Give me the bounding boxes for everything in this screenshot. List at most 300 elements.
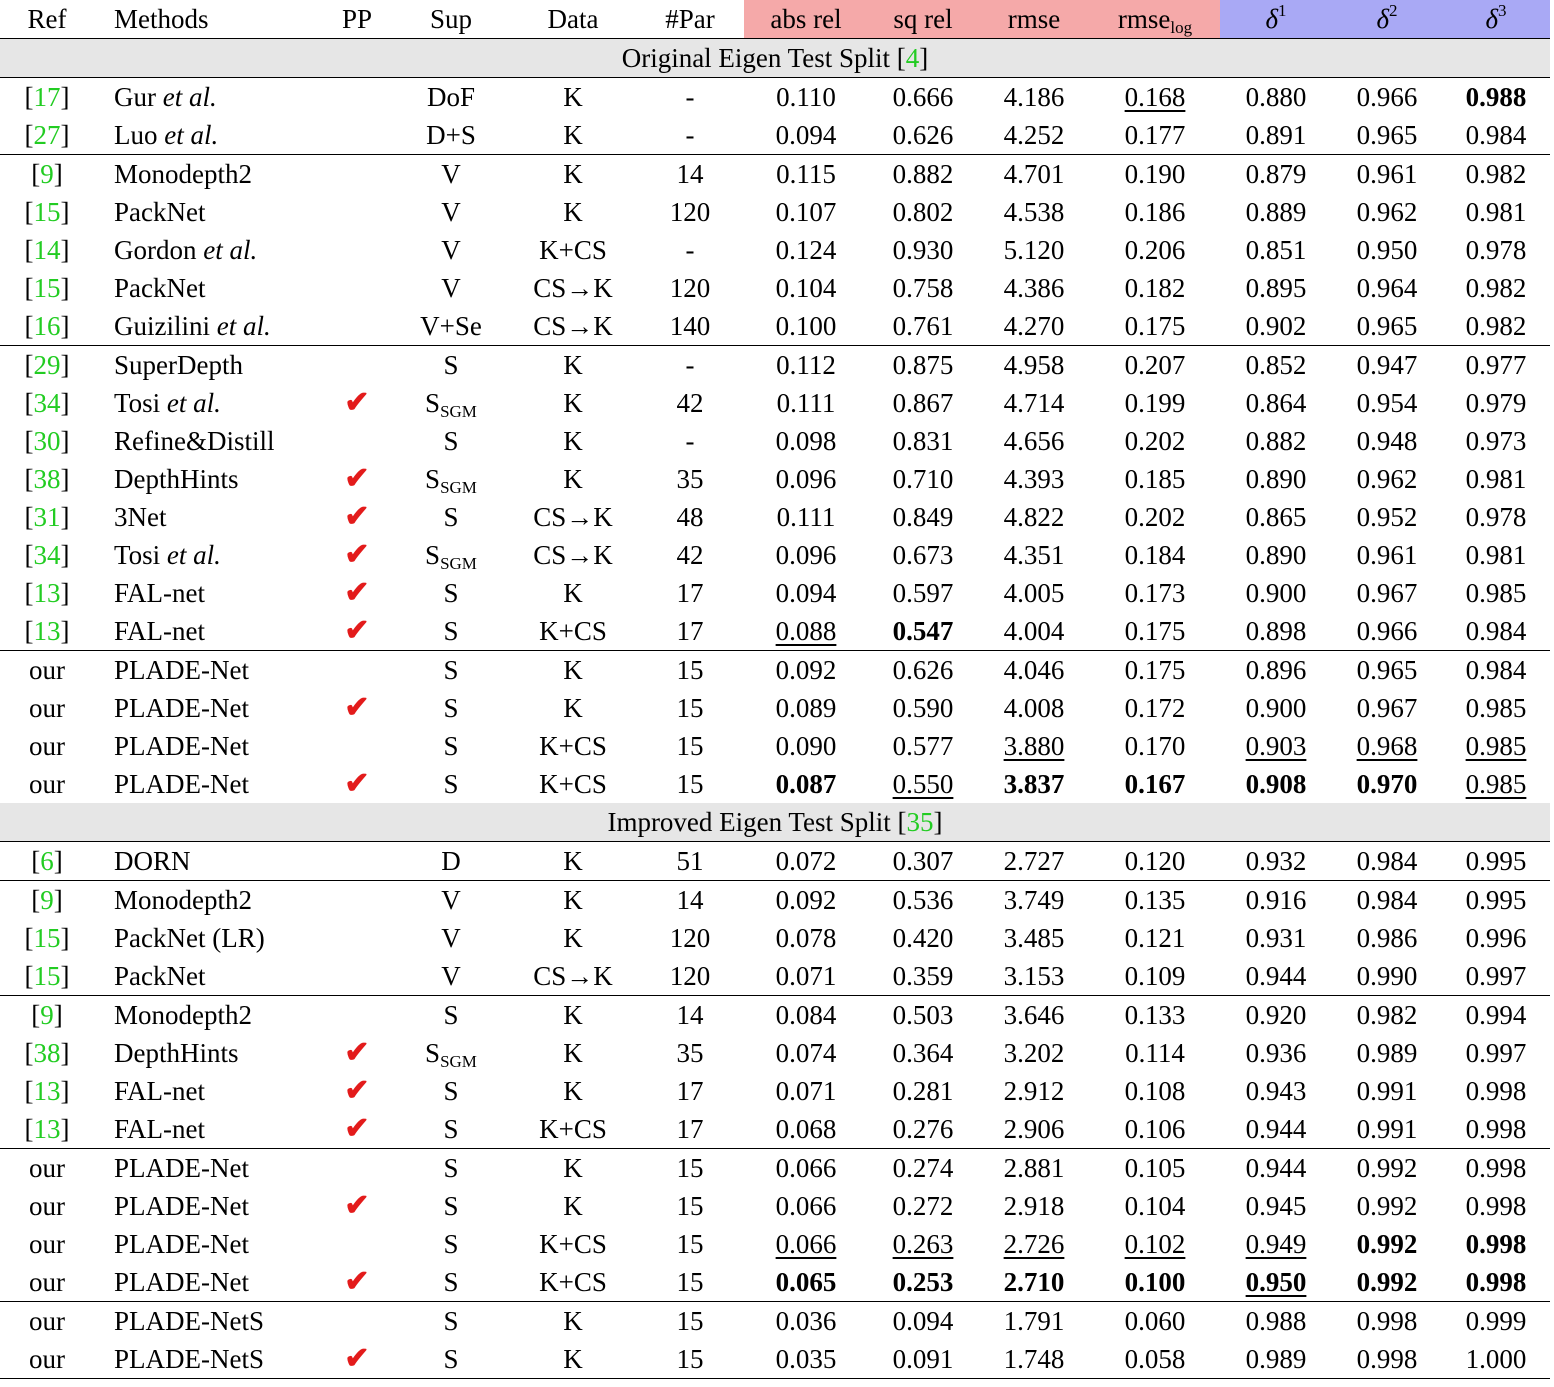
- d3-cell: [1442, 1225, 1550, 1263]
- ref-cell: our: [29, 769, 65, 799]
- d3-cell: [1442, 881, 1550, 920]
- sq-rel-value: 0.673: [892, 540, 954, 570]
- table-row: [0, 193, 1550, 231]
- sup-cell: [392, 1263, 510, 1302]
- rmse-log-cell: [1090, 384, 1220, 422]
- pp-cell: [322, 842, 392, 881]
- rmse-cell: [978, 651, 1090, 690]
- rmse-log-value: 0.102: [1124, 1229, 1186, 1259]
- rmse-value: 4.701: [1003, 159, 1065, 189]
- ref-bracket-open: [: [24, 1114, 34, 1144]
- rmse-cell: [978, 307, 1090, 346]
- header-data: Data: [547, 4, 599, 34]
- d2-cell: [1332, 1263, 1442, 1302]
- sq-rel-cell: [868, 269, 978, 307]
- rmse-log-value: 0.186: [1124, 197, 1186, 227]
- sq-rel-value: 0.577: [892, 731, 954, 761]
- sup-value: V: [441, 159, 461, 189]
- d2-cell: [1332, 1110, 1442, 1149]
- rmse-log-value: 0.199: [1124, 388, 1186, 418]
- rmse-log-cell: [1090, 460, 1220, 498]
- ref-cell: [0, 193, 94, 231]
- method-cell: [94, 155, 322, 194]
- pp-cell: [322, 78, 392, 117]
- d1-cell: [1220, 1034, 1332, 1072]
- d3-cell: [1442, 346, 1550, 385]
- rmse-log-value: 0.108: [1124, 1076, 1186, 1106]
- sup-value: S: [443, 1229, 459, 1259]
- d2-cell: [1332, 919, 1442, 957]
- check-icon: ✔: [344, 462, 370, 495]
- rmse-cell: [978, 1034, 1090, 1072]
- ref-cell: [0, 116, 94, 155]
- abs-rel-value: 0.115: [776, 159, 836, 189]
- method-name: PLADE-Net: [114, 1267, 249, 1297]
- abs-rel-cell: [744, 1110, 868, 1149]
- rmse-value: 4.252: [1003, 120, 1065, 150]
- ref-cell: [0, 1110, 94, 1149]
- pp-cell: [322, 422, 392, 460]
- sq-rel-value: 0.590: [892, 693, 954, 723]
- sq-rel-cell: [868, 1225, 978, 1263]
- par-cell: -: [685, 235, 695, 265]
- header-methods: Methods: [114, 4, 209, 34]
- ref-bracket-close: ]: [60, 923, 70, 953]
- rmse-log-cell: [1090, 269, 1220, 307]
- par-cell: 120: [669, 961, 711, 991]
- abs-rel-cell: [744, 1340, 868, 1379]
- rmse-value: 2.727: [1003, 846, 1065, 876]
- table-row: [0, 651, 1550, 690]
- sup-cell: [392, 460, 510, 498]
- d3-cell: [1442, 612, 1550, 651]
- rmse-log-cell: [1090, 116, 1220, 155]
- d2-value: 0.984: [1356, 885, 1418, 915]
- d2-cell: [1332, 1034, 1442, 1072]
- rmse-value: 3.202: [1003, 1038, 1065, 1068]
- d3-value: 0.998: [1465, 1229, 1527, 1259]
- rmse-log-cell: [1090, 574, 1220, 612]
- abs-rel-cell: [744, 919, 868, 957]
- d2-value: 0.965: [1356, 311, 1418, 341]
- rmse-log-value: 0.104: [1124, 1191, 1186, 1221]
- header-delta1-symbol: δ: [1265, 4, 1279, 34]
- method-name: PackNet (LR): [114, 923, 265, 953]
- d3-cell: [1442, 727, 1550, 765]
- data-cell: K: [563, 1076, 583, 1106]
- method-cell: [94, 1340, 322, 1379]
- data-cell: K: [563, 693, 583, 723]
- rmse-value: 3.749: [1003, 885, 1065, 915]
- ref-number: 16: [33, 311, 61, 341]
- rmse-cell: [978, 1187, 1090, 1225]
- data-cell: K: [510, 155, 636, 194]
- pp-cell: [322, 574, 392, 612]
- d2-value: 0.967: [1356, 693, 1418, 723]
- header-rmse-log: [1090, 0, 1220, 39]
- d2-cell: [1332, 460, 1442, 498]
- d1-cell: [1220, 498, 1332, 536]
- ref-bracket-close: ]: [53, 159, 63, 189]
- method-name: PLADE-NetS: [114, 1344, 264, 1374]
- sup-cell: [392, 919, 510, 957]
- rmse-value: 4.005: [1003, 578, 1065, 608]
- d1-cell: [1220, 651, 1332, 690]
- d2-value: 0.982: [1356, 1000, 1418, 1030]
- rmse-log-cell: [1090, 1187, 1220, 1225]
- sup-value: S: [443, 1114, 459, 1144]
- rmse-value: 3.837: [1003, 769, 1065, 799]
- d2-cell: [1332, 78, 1442, 117]
- sup-cell: [392, 1034, 510, 1072]
- sq-rel-cell: [868, 1072, 978, 1110]
- rmse-value: 2.710: [1003, 1267, 1065, 1297]
- rmse-value: 2.881: [1003, 1153, 1065, 1183]
- sq-rel-cell: [868, 765, 978, 803]
- rmse-log-cell: [1090, 919, 1220, 957]
- rmse-value: 4.004: [1003, 616, 1065, 646]
- d1-cell: [1220, 307, 1332, 346]
- rmse-log-cell: [1090, 651, 1220, 690]
- d2-cell: [1332, 116, 1442, 155]
- sq-rel-value: 0.550: [892, 769, 954, 799]
- table-row: [0, 574, 1550, 612]
- abs-rel-value: 0.110: [776, 82, 836, 112]
- abs-rel-value: 0.100: [775, 311, 837, 341]
- sup-cell: [392, 1187, 510, 1225]
- abs-rel-cell: [744, 881, 868, 920]
- sup-value: DoF: [426, 82, 475, 112]
- d2-value: 0.947: [1356, 350, 1418, 380]
- table-row: [0, 346, 1550, 385]
- pp-cell: [322, 996, 392, 1035]
- ref-number: 9: [40, 885, 54, 915]
- method-cell: [94, 1225, 322, 1263]
- sup-cell: [392, 498, 510, 536]
- table-row: [0, 498, 1550, 536]
- pp-cell: [322, 1302, 392, 1341]
- d2-value: 0.970: [1356, 769, 1418, 799]
- sup-subscript: SGM: [440, 402, 477, 421]
- method-name: Gur: [114, 82, 156, 112]
- sup-value: V: [441, 961, 461, 991]
- data-cell: K: [563, 120, 583, 150]
- ref-cell: [0, 919, 94, 957]
- d2-cell: [1332, 1149, 1442, 1188]
- table-row: [0, 1034, 1550, 1072]
- abs-rel-value: 0.111: [776, 388, 836, 418]
- ref-bracket-close: ]: [60, 197, 70, 227]
- d1-cell: [1220, 1072, 1332, 1110]
- sq-rel-cell: [868, 1110, 978, 1149]
- d2-value: 0.965: [1356, 655, 1418, 685]
- d2-value: 0.984: [1356, 846, 1418, 876]
- ref-cell: our: [0, 651, 94, 690]
- abs-rel-cell: [744, 193, 868, 231]
- rmse-log-value: 0.202: [1124, 426, 1186, 456]
- d1-value: 0.902: [1245, 311, 1307, 341]
- pp-cell: [322, 231, 392, 269]
- sup-cell: [392, 612, 510, 651]
- abs-rel-value: 0.087: [775, 769, 837, 799]
- ref-bracket-close: ]: [60, 616, 70, 646]
- d3-cell: [1442, 1072, 1550, 1110]
- method-name: FAL-net: [114, 616, 205, 646]
- sq-rel-value: 0.758: [892, 273, 954, 303]
- rmse-cell: [978, 346, 1090, 385]
- sup-subscript: SGM: [440, 478, 477, 497]
- pp-cell: [322, 193, 392, 231]
- ref-bracket-close: ]: [60, 1076, 70, 1106]
- rmse-cell: [978, 231, 1090, 269]
- ref-cell: [0, 422, 94, 460]
- d1-cell: [1220, 765, 1332, 803]
- par-cell: 17: [676, 1114, 704, 1144]
- d3-value: 0.973: [1465, 426, 1527, 456]
- section-title-row: [0, 39, 1550, 78]
- sup-value: S: [443, 1191, 459, 1221]
- pp-cell: [322, 765, 392, 803]
- d2-cell: [1332, 881, 1442, 920]
- d2-value: 0.986: [1356, 923, 1418, 953]
- d2-value: 0.991: [1356, 1114, 1418, 1144]
- d3-value: 0.997: [1465, 1038, 1527, 1068]
- method-cell: [94, 269, 322, 307]
- d3-cell: [1442, 78, 1550, 117]
- check-icon: ✔: [344, 386, 370, 419]
- header-pp: PP: [341, 4, 373, 34]
- table-row: [0, 78, 1550, 117]
- pp-cell: [322, 651, 392, 690]
- sq-rel-value: 0.597: [892, 578, 954, 608]
- sup-value: S: [425, 540, 441, 570]
- abs-rel-cell: [744, 384, 868, 422]
- d3-value: 0.985: [1465, 693, 1527, 723]
- ref-cell: our: [29, 693, 65, 723]
- sup-value: S: [443, 1153, 459, 1183]
- ref-cell: our: [29, 731, 65, 761]
- d1-value: 0.936: [1245, 1038, 1307, 1068]
- data-cell: K+CS: [539, 1267, 607, 1297]
- sup-value: S: [443, 1344, 459, 1374]
- ref-cell: our: [29, 1229, 65, 1259]
- par-cell: 35: [676, 464, 704, 494]
- rmse-log-cell: [1090, 193, 1220, 231]
- ref-bracket-open: [: [24, 388, 34, 418]
- d2-cell: [1332, 1187, 1442, 1225]
- par-cell: 42: [676, 388, 704, 418]
- ref-bracket-open: [: [24, 82, 34, 112]
- pp-cell: [322, 1340, 392, 1379]
- data-cell: K: [563, 846, 583, 876]
- method-cell: [94, 1302, 322, 1341]
- rmse-log-value: 0.109: [1124, 961, 1186, 991]
- sq-rel-cell: [868, 307, 978, 346]
- d2-value: 0.989: [1356, 1038, 1418, 1068]
- data-cell: K: [510, 1149, 636, 1188]
- ref-bracket-open: [: [31, 1000, 41, 1030]
- pp-cell: [322, 1110, 392, 1149]
- ref-bracket-close: ]: [53, 846, 63, 876]
- d2-cell: [1332, 996, 1442, 1035]
- sq-rel-value: 0.802: [892, 197, 954, 227]
- rmse-value: 1.791: [1003, 1306, 1065, 1336]
- rmse-cell: [978, 1072, 1090, 1110]
- rmse-log-value: 0.175: [1124, 655, 1186, 685]
- table-row: [0, 1225, 1550, 1263]
- rmse-log-cell: [1090, 307, 1220, 346]
- sq-rel-value: 0.626: [892, 120, 954, 150]
- header-ref: Ref: [27, 4, 67, 34]
- sq-rel-value: 0.359: [892, 961, 954, 991]
- sup-value: S: [443, 769, 459, 799]
- ref-number: 27: [33, 120, 61, 150]
- pp-cell: [322, 498, 392, 536]
- sup-cell: [392, 384, 510, 422]
- d2-value: 0.992: [1356, 1153, 1418, 1183]
- header-delta2: [1332, 0, 1442, 39]
- d2-value: 0.961: [1356, 540, 1418, 570]
- d1-cell: [1220, 116, 1332, 155]
- abs-rel-cell: [744, 498, 868, 536]
- d1-value: 0.920: [1245, 1000, 1307, 1030]
- par-cell: 15: [676, 1191, 704, 1221]
- ref-cell: [0, 574, 94, 612]
- d1-value: 0.932: [1245, 846, 1307, 876]
- rmse-cell: [978, 881, 1090, 920]
- d1-cell: [1220, 957, 1332, 996]
- abs-rel-cell: [744, 231, 868, 269]
- sq-rel-value: 0.272: [892, 1191, 954, 1221]
- rmse-log-value: 0.202: [1124, 502, 1186, 532]
- rmse-log-value: 0.058: [1124, 1344, 1186, 1374]
- d1-value: 0.900: [1245, 578, 1307, 608]
- rmse-log-cell: [1090, 1149, 1220, 1188]
- sup-cell: [392, 1225, 510, 1263]
- d3-value: 0.997: [1465, 961, 1527, 991]
- data-cell: K+CS: [539, 731, 607, 761]
- ref-bracket-open: [: [24, 1076, 34, 1106]
- data-cell: CS→K: [533, 540, 613, 570]
- table-row: [0, 231, 1550, 269]
- abs-rel-value: 0.092: [775, 885, 837, 915]
- rmse-cell: [978, 1263, 1090, 1302]
- table-row: [0, 919, 1550, 957]
- rmse-cell: [978, 498, 1090, 536]
- d2-cell: [1332, 346, 1442, 385]
- pp-cell: [322, 727, 392, 765]
- data-cell: K: [510, 1302, 636, 1341]
- d3-value: 0.977: [1465, 350, 1527, 380]
- abs-rel-value: 0.094: [775, 578, 837, 608]
- ref-bracket-open: [: [31, 885, 41, 915]
- sq-rel-cell: [868, 996, 978, 1035]
- ref-bracket-open: [: [24, 616, 34, 646]
- rmse-value: 4.393: [1003, 464, 1065, 494]
- method-cell: [94, 231, 322, 269]
- d1-value: 0.908: [1245, 769, 1307, 799]
- check-icon: ✔: [344, 1342, 370, 1375]
- ref-bracket-close: ]: [60, 120, 70, 150]
- d2-cell: [1332, 957, 1442, 996]
- header-delta2-symbol: δ: [1376, 4, 1390, 34]
- abs-rel-cell: [744, 269, 868, 307]
- ref-bracket-open: [: [24, 350, 34, 380]
- par-cell: -: [685, 82, 695, 112]
- d3-value: 0.984: [1465, 655, 1527, 685]
- method-name: PLADE-Net: [114, 1229, 249, 1259]
- pp-cell: [322, 384, 392, 422]
- sq-rel-value: 0.253: [892, 1267, 954, 1297]
- method-cell: [94, 1187, 322, 1225]
- ref-cell: [0, 346, 94, 385]
- sq-rel-value: 0.420: [892, 923, 954, 953]
- rmse-log-cell: [1090, 765, 1220, 803]
- d3-cell: [1442, 651, 1550, 690]
- d2-cell: [1332, 689, 1442, 727]
- ref-cell: our: [29, 1267, 65, 1297]
- method-name: FAL-net: [114, 1114, 205, 1144]
- ref-bracket-close: ]: [60, 235, 70, 265]
- rmse-log-cell: [1090, 881, 1220, 920]
- d3-cell: [1442, 957, 1550, 996]
- rmse-value: 3.880: [1003, 731, 1065, 761]
- abs-rel-value: 0.096: [775, 464, 837, 494]
- method-cell: [94, 651, 322, 690]
- abs-rel-cell: [744, 460, 868, 498]
- method-name: PackNet: [114, 197, 206, 227]
- method-cell: [94, 727, 322, 765]
- method-italic: et al.: [162, 82, 217, 112]
- d2-value: 0.952: [1356, 502, 1418, 532]
- d1-value: 0.852: [1245, 350, 1307, 380]
- abs-rel-value: 0.035: [775, 1344, 837, 1374]
- check-icon: ✔: [344, 1112, 370, 1145]
- section-improved-eigen: [0, 803, 1550, 1379]
- ref-number: 34: [33, 540, 61, 570]
- method-name: Monodepth2: [114, 1000, 252, 1030]
- d2-value: 0.968: [1356, 731, 1418, 761]
- ref-cell: [0, 498, 94, 536]
- abs-rel-value: 0.107: [775, 197, 837, 227]
- sup-value: S: [425, 464, 441, 494]
- sq-rel-value: 0.536: [892, 885, 954, 915]
- check-icon: ✔: [344, 767, 370, 800]
- data-cell: K+CS: [539, 616, 607, 646]
- sup-value: S: [443, 693, 459, 723]
- sup-value: V: [441, 235, 461, 265]
- rmse-cell: [978, 1110, 1090, 1149]
- method-cell: [94, 574, 322, 612]
- sq-rel-cell: [868, 881, 978, 920]
- ref-bracket-close: ]: [60, 388, 70, 418]
- rmse-cell: [978, 116, 1090, 155]
- method-italic: et al.: [166, 540, 221, 570]
- data-cell: CS→K: [533, 311, 613, 341]
- d3-value: 0.984: [1465, 120, 1527, 150]
- par-cell: 17: [676, 616, 704, 646]
- abs-rel-cell: [744, 996, 868, 1035]
- abs-rel-value: 0.124: [775, 235, 837, 265]
- par-cell: 120: [669, 197, 711, 227]
- data-cell: CS→K: [533, 502, 613, 532]
- method-name: PackNet: [114, 273, 206, 303]
- d3-cell: [1442, 155, 1550, 194]
- pp-cell: [322, 1187, 392, 1225]
- ref-bracket-close: ]: [53, 1000, 63, 1030]
- sq-rel-cell: [868, 574, 978, 612]
- d2-cell: [1332, 1340, 1442, 1379]
